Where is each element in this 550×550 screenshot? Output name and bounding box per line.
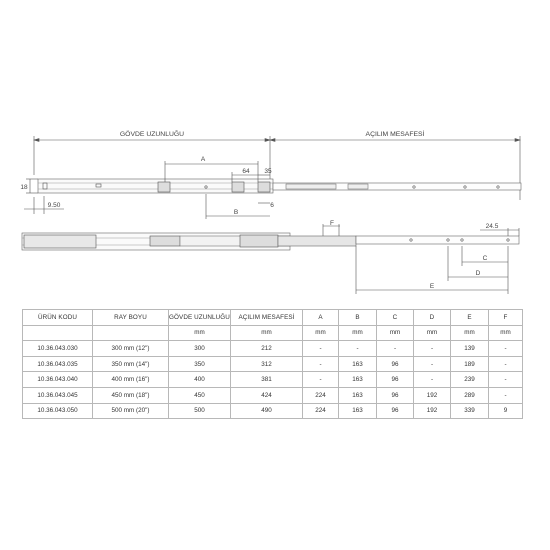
header-cell: ÜRÜN KODU (23, 310, 93, 326)
header-cell: E (451, 310, 489, 326)
table-cell: 450 (169, 387, 231, 403)
table-cell: 96 (377, 403, 414, 419)
table-row (23, 403, 523, 419)
header-cell: AÇILIM MESAFESİ (231, 310, 303, 326)
table-cell: 381 (231, 372, 303, 388)
table-row (23, 356, 523, 372)
table-cell: 9 (489, 403, 523, 419)
label-dim-a: A (200, 156, 206, 163)
table-cell: 163 (339, 356, 377, 372)
table-cell: 224 (303, 387, 339, 403)
table-cell: 10.36.043.045 (23, 387, 93, 403)
table-cell: - (489, 356, 523, 372)
table-cell: 450 mm (18") (93, 387, 169, 403)
units-cell: mm (377, 325, 414, 341)
label-dim-24-5: 24.5 (485, 223, 499, 230)
units-cell: mm (414, 325, 451, 341)
table-cell: - (489, 372, 523, 388)
table-cell: 350 mm (14") (93, 356, 169, 372)
label-dim-64: 64 (242, 168, 250, 175)
label-dim-c: C (482, 255, 488, 262)
table-cell: 163 (339, 403, 377, 419)
label-dim-9-50: 9.50 (47, 202, 61, 209)
units-cell: mm (489, 325, 523, 341)
header-cell: GÖVDE UZUNLUĞU (169, 310, 231, 326)
table-cell: 163 (339, 387, 377, 403)
table-cell: 339 (451, 403, 489, 419)
table-cell: 192 (414, 387, 451, 403)
table-cell: - (414, 372, 451, 388)
table-cell: 289 (451, 387, 489, 403)
table-cell: - (414, 341, 451, 357)
table-cell: 10.36.043.040 (23, 372, 93, 388)
table-units-row (23, 325, 523, 341)
table-cell: 212 (231, 341, 303, 357)
table-cell: - (303, 372, 339, 388)
table-header-row (23, 310, 523, 326)
units-cell (93, 325, 169, 341)
label-dim-d: D (475, 270, 481, 277)
table-cell: 96 (377, 356, 414, 372)
label-opening-distance: AÇILIM MESAFESİ (365, 131, 425, 138)
table-cell: 239 (451, 372, 489, 388)
table-cell: 424 (231, 387, 303, 403)
table-cell: 312 (231, 356, 303, 372)
header-cell: F (489, 310, 523, 326)
units-cell: mm (231, 325, 303, 341)
label-dim-b: B (233, 209, 239, 216)
table-cell: - (489, 387, 523, 403)
table-cell: - (303, 356, 339, 372)
table-cell: 500 mm (20") (93, 403, 169, 419)
label-dim-6: 6 (270, 202, 274, 209)
table-cell: 163 (339, 372, 377, 388)
header-cell: A (303, 310, 339, 326)
table-cell: - (339, 341, 377, 357)
table-cell: 192 (414, 403, 451, 419)
lower-extension-rail (356, 236, 519, 244)
table-cell: - (489, 341, 523, 357)
label-dim-f: F (330, 220, 334, 227)
units-cell (23, 325, 93, 341)
units-cell: mm (169, 325, 231, 341)
label-dim-35: 35 (264, 168, 272, 175)
table-cell: 189 (451, 356, 489, 372)
spec-table (22, 309, 523, 419)
table-cell: - (303, 341, 339, 357)
table-cell: 96 (377, 387, 414, 403)
table-cell: - (377, 341, 414, 357)
table-cell: 139 (451, 341, 489, 357)
table-cell: 224 (303, 403, 339, 419)
table-cell: 490 (231, 403, 303, 419)
table-cell: 300 mm (12") (93, 341, 169, 357)
header-cell: RAY BOYU (93, 310, 169, 326)
table-cell: 350 (169, 356, 231, 372)
table-cell: 500 (169, 403, 231, 419)
table-cell: 400 mm (16") (93, 372, 169, 388)
units-cell: mm (303, 325, 339, 341)
units-cell: mm (339, 325, 377, 341)
table-cell: 10.36.043.050 (23, 403, 93, 419)
table-cell: 400 (169, 372, 231, 388)
table-cell: 10.36.043.030 (23, 341, 93, 357)
label-body-length: GÖVDE UZUNLUĞU (119, 131, 185, 138)
header-cell: B (339, 310, 377, 326)
table-cell: - (414, 356, 451, 372)
table-row (23, 372, 523, 388)
header-cell: D (414, 310, 451, 326)
header-cell: C (377, 310, 414, 326)
table-cell: 10.36.043.035 (23, 356, 93, 372)
table-cell: 96 (377, 372, 414, 388)
label-dim-18: 18 (20, 184, 28, 191)
table-cell: 300 (169, 341, 231, 357)
label-dim-e: E (429, 283, 435, 290)
units-cell: mm (451, 325, 489, 341)
table-row (23, 341, 523, 357)
table-row (23, 387, 523, 403)
